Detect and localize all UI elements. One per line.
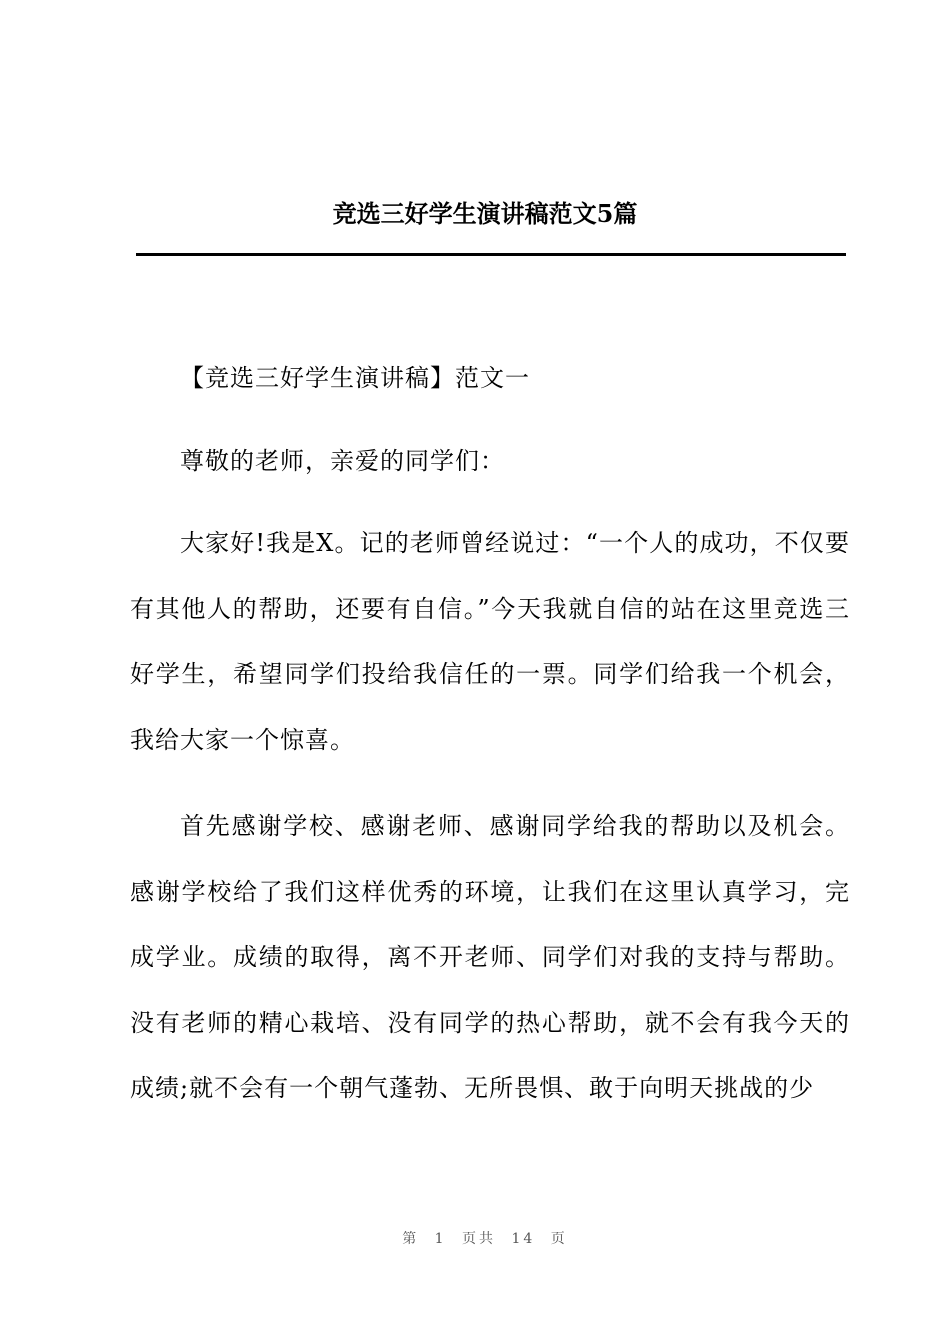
- document-body: [130, 346, 850, 1163]
- paragraph-salutation: 尊敬的老师，亲爱的同学们：: [180, 446, 505, 475]
- paragraph-intro: 大家好!我是X。记的老师曾经说过：“一个人的成功，不仅要有其他人的帮助，还要有自信。”今天我就自信的站在这里竞选三好学生，希望同学们投给我信任的一票。同学们给我一个机会，我给大家一个惊喜。: [130, 529, 850, 754]
- document-title: 竞选三好学生演讲稿范文5篇: [332, 199, 638, 228]
- title-underline: [136, 253, 846, 256]
- paragraph-heading: 【竞选三好学生演讲稿】范文一: [180, 364, 530, 392]
- paragraph-thanks: 首先感谢学校、感谢老师、感谢同学给我的帮助以及机会。感谢学校给了我们这样优秀的环境，让我们在这里认真学习，完成学业。成绩的取得，离不开老师、同学们对我的支持与帮助。没有老师的精心栽培、没有同学的热心帮助，就不会有我今天的成绩;就不会有一个朝气蓬勃、无所畏惧、敢于向明天挑战的少: [130, 812, 850, 1102]
- page-number-footer: 第 1 页共 14 页: [402, 1231, 568, 1247]
